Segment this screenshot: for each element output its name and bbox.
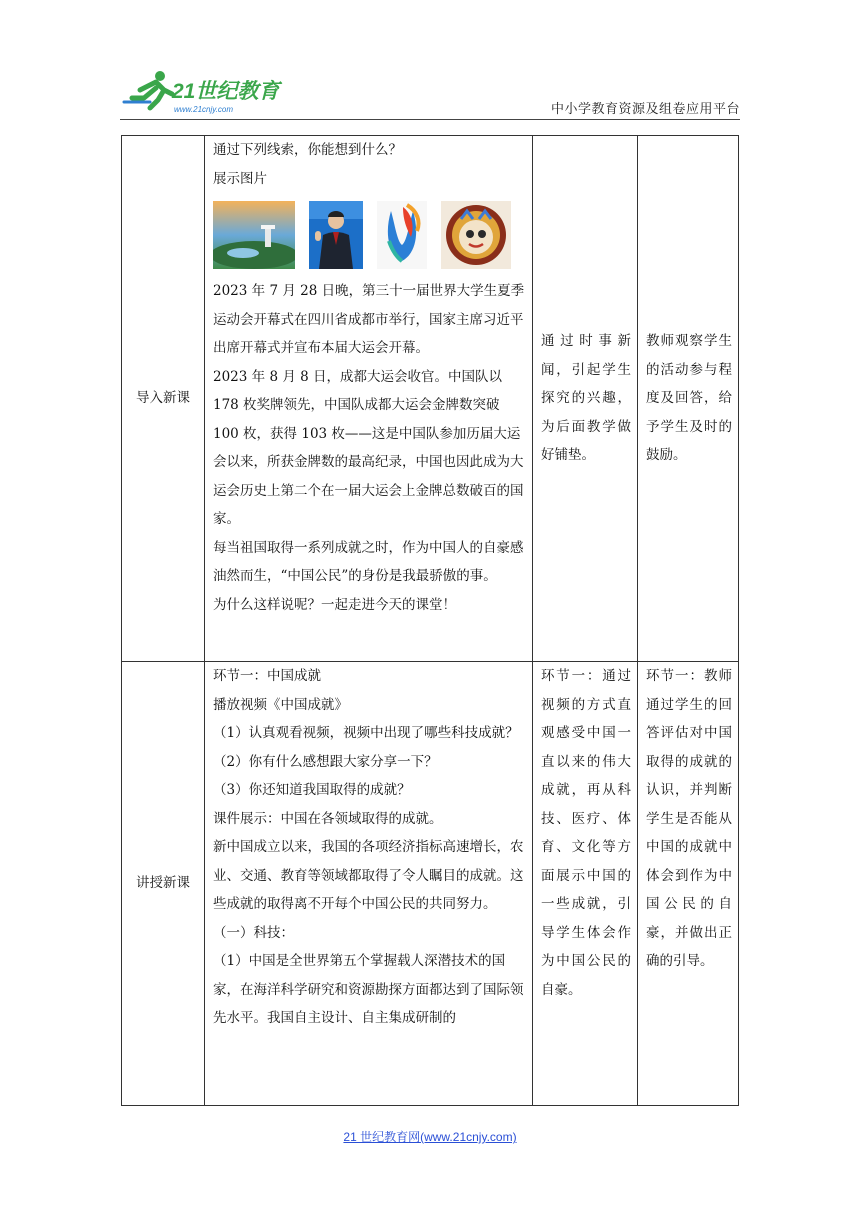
paragraph: 通过下列线索，你能想到什么？ — [213, 142, 402, 158]
paragraph: 2023 年 7 月 28 日晚，第三十一届世界大学生夏季运动会开幕式在四川省成都市举行，国家主席习近平出席开幕式并宣布本届大运会开幕。 — [213, 283, 525, 356]
paragraph: （1）认真观看视频，视频中出现了哪些科技成就？ — [213, 725, 519, 741]
image-strip — [213, 201, 526, 271]
paragraph: 2023 年 8 月 8 日，成都大运会收官。中国队以 178 枚奖牌领先，中国队成都大运会金牌数突破 100 枚，获得 103 枚——这是中国队参加历届大运会以来，所获金牌数的最高纪录，中国也因此成为大运会历史上第二个在一届大运会上金牌总数破百的国家。 — [213, 368, 524, 527]
paragraph: 环节一：中国成就 — [213, 668, 321, 684]
student-activity-text: 通过时事新闻，引起学生探究的兴趣，为后面教学做好铺垫。 — [541, 333, 631, 464]
page-header — [120, 64, 740, 120]
paragraph: 播放视频《中国成就》 — [213, 696, 348, 713]
paragraph: （一）科技： — [213, 924, 294, 941]
student-activity-cell — [533, 662, 638, 1106]
table-row — [122, 662, 739, 1106]
student-activity-cell — [533, 136, 638, 662]
lesson-plan-table — [121, 135, 739, 1106]
paragraph: 课件展示：中国在各领域取得的成就。 — [213, 810, 443, 827]
logo — [120, 68, 290, 116]
paragraph: （3）你还知道我国取得的成就？ — [213, 782, 411, 798]
stage-cell: 导入新课 — [122, 136, 205, 662]
logo-url: www.21cnjy.com — [174, 105, 233, 114]
leader-speech-image — [309, 201, 363, 269]
content-cell — [205, 136, 533, 662]
paragraph: 为什么这样说呢？一起走进今天的课堂！ — [213, 596, 456, 613]
paragraph: （1）中国是全世界第五个掌握载人深潜技术的国家，在海洋科学研究和资源勘探方面都达到了国际领先水平。我国自主设计、自主集成研制的 — [213, 953, 524, 1026]
platform-title: 中小学教育资源及组卷应用平台 — [550, 102, 740, 117]
paragraph: 每当祖国取得一系列成就之时，作为中国人的自豪感油然而生，“中国公民”的身份是我最骄傲的事。 — [213, 539, 524, 584]
runner-icon — [124, 71, 172, 108]
logo-text: 21世纪教育 — [172, 80, 280, 103]
teacher-evaluation-cell — [638, 136, 739, 662]
scenic-aerial-image — [213, 201, 295, 269]
stage-cell: 讲授新课 — [122, 662, 205, 1106]
games-emblem-image — [377, 201, 427, 269]
paragraph: 展示图片 — [213, 170, 267, 187]
content-cell — [205, 662, 533, 1106]
teacher-evaluation-text: 环节一：教师通过学生的回答评估对中国取得的成就的认识，并判断学生是否能从中国的成就中体会到作为中国公民的自豪，并做出正确的引导。 — [646, 668, 732, 969]
teacher-evaluation-cell — [638, 662, 739, 1106]
header-divider — [120, 119, 740, 120]
footer-link[interactable]: 21 世纪教育网(www.21cnjy.com) — [343, 1130, 517, 1144]
teacher-evaluation-text: 教师观察学生的活动参与程度及回答，给予学生及时的鼓励。 — [646, 333, 732, 464]
table-row — [122, 136, 739, 662]
mascot-image — [441, 201, 511, 269]
paragraph: 新中国成立以来，我国的各项经济指标高速增长，农业、交通、教育等领域都取得了令人瞩目的成就。这些成就的取得离不开每个中国公民的共同努力。 — [213, 839, 524, 912]
paragraph: （2）你有什么感想跟大家分享一下？ — [213, 753, 438, 770]
student-activity-text: 环节一：通过视频的方式直观感受中国一直以来的伟大成就，再从科技、医疗、体育、文化等方面展示中国的一些成就，引导学生体会作为中国公民的自豪。 — [541, 668, 631, 998]
